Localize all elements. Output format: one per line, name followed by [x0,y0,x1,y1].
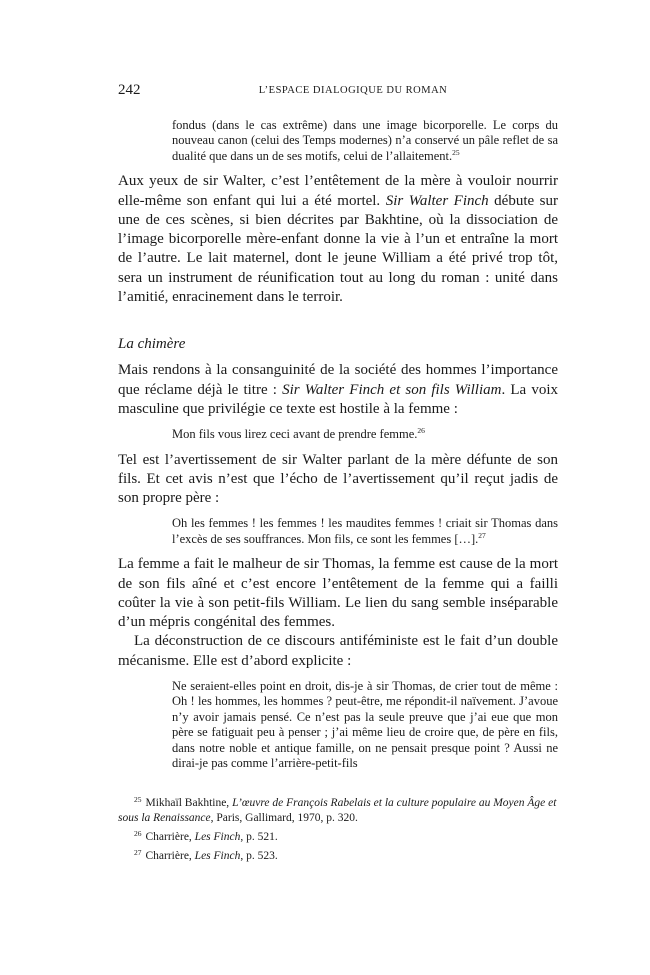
footnote-26 [118,826,558,845]
footnote-27 [118,845,558,864]
block-quote-3 [172,516,558,547]
quote-text: fondus (dans le cas extrême) dans une image bicorporelle. Le corps du nouveau canon (celui des Temps modernes) n’a conservé un pâle reflet de sa dualité que dans un de ses motifs, celui de l’allaitement. [172,118,558,163]
paragraph-text: débute sur une de ces scènes, si bien décrites par Bakhtine, où la dissociation de l’image bicorporelle mère-enfant donne la vie à l’un et entraîne la mort de l’autre. Le lait maternel, dont le jeune William a été privé trop tôt, sera un instrument de réunification tout au long du roman : unité dans l’amitié, enracinement dans le terroir. [118,192,558,305]
footnote-ref-27[interactable]: 27 [478,530,486,540]
section-heading: La chimère [118,336,186,353]
footnote-title: Les Finch [194,831,241,843]
block-quote-1 [172,118,558,164]
footnote-text: Charrière, [145,831,195,843]
block-quote-2 [172,427,558,442]
footnote-text: Charrière, [145,850,195,862]
paragraph-3: Tel est l’avertissement de sir Walter parlant de la mère défunte de son fils. Et cet avis n’est que l’écho de l’avertissement qu’il reçut jadis de son propre père : [118,451,558,507]
footnote-title: L’œuvre de François Rabelais et la culture populaire au Moyen Âge et sous la Renaissance [118,797,557,824]
paragraph-text: . La voix masculine que privilégie ce texte est hostile à la femme : [118,381,558,417]
paragraph-text: Mais rendons à la consanguinité de la société des hommes l’importance que réclame déjà le titre : [118,362,558,398]
footnote-number: 27 [134,848,142,857]
paragraph-text: Aux yeux de sir Walter, c’est l’entêtement de la mère à vouloir nourrir elle-même son enfant qui lui a été mortel. [118,173,558,209]
body-text [118,118,558,772]
footnote-ref-25[interactable]: 25 [452,147,460,157]
paragraph-2 [118,361,558,419]
footnote-number: 25 [134,795,142,804]
running-title: L’ESPACE DIALOGIQUE DU ROMAN [258,85,448,96]
paragraph-4: La femme a fait le malheur de sir Thomas, la femme est cause de la mort de son fils aîné et c’est encore l’entêtement de la femme qui a failli coûter la vie à son petit-fils William. Le lien du sang semble inséparable d’un mépris congénital des femmes. [118,556,558,631]
footnote-text: , Paris, Gallimard, 1970, p. 320. [210,812,358,824]
footnote-text: Mikhaïl Bakhtine, [145,797,233,809]
footnote-number: 26 [134,829,142,838]
paragraph-1 [118,172,558,307]
page-number: 242 [118,82,141,98]
title-reference: Sir Walter Finch et son fils William [282,381,502,398]
footnote-text: , p. 523. [240,850,278,862]
running-header [118,82,558,102]
title-reference: Sir Walter Finch [385,192,489,209]
quote-text: Mon fils vous lirez ceci avant de prendre femme. [172,427,418,442]
block-quote-4: Ne seraient-elles point en droit, dis-je à sir Thomas, de crier tout de même : Oh ! les hommes, les hommes ? peut-être, me répondit-il naïvement. J’avoue n’y avoir jamais pensé. Ce n’est pas la seule preuve que j’ai eue que mon père se fatiguait peu à penser ; j’ai même lieu de croire que, de père en fils, dans notre noble et antique famille, on ne pensait presque point ? Aussi ne dirai-je pas comme l’arrière-petit-fils [172,679,558,771]
footnotes [118,792,558,864]
footnote-text: , p. 521. [240,831,278,843]
paragraph-5: La déconstruction de ce discours antiféministe est le fait d’un double mécanisme. Elle est d’abord explicite : [118,633,558,669]
footnote-25 [118,792,558,826]
quote-text: Oh les femmes ! les femmes ! les maudites femmes ! criait sir Thomas dans l’excès de ses souffrances. Mon fils, ce sont les femmes […]. [172,516,558,546]
footnote-title: Les Finch [194,850,241,862]
footnote-ref-26[interactable]: 26 [417,426,425,436]
